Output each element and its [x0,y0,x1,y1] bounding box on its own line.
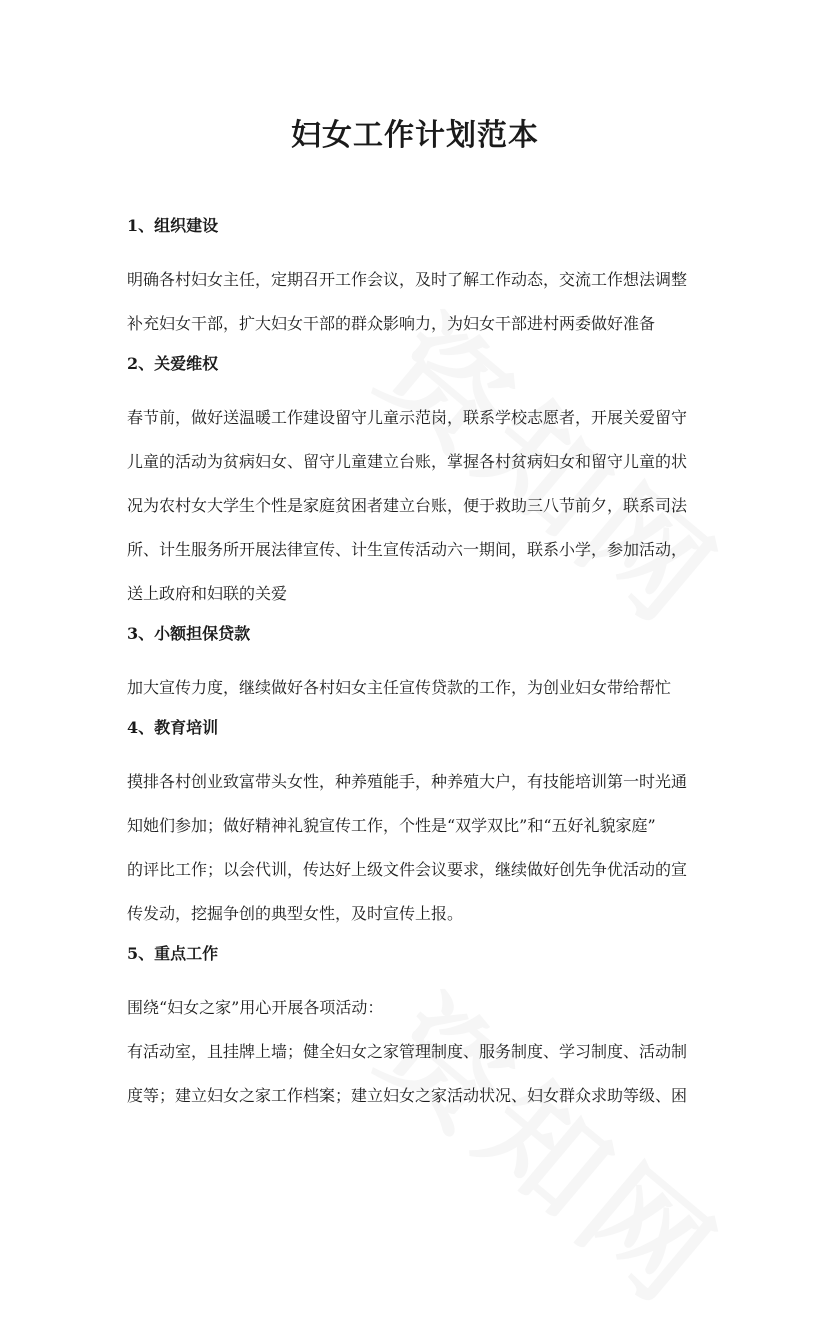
section-key-work [127,942,717,1118]
page-title: 妇女工作计划范本 [291,118,539,153]
section-organization [127,214,717,346]
section-heading: 1、组织建设 [127,216,219,235]
section-paragraph: 摸排各村创业致富带头女性，种养殖能手，种养殖大户，有技能培训第一时光通 知她们参加；做好精神礼貌宣传工作，个性是“双学双比”和“五好礼貌家庭” 的评比工作；以会代训，传达好上级文件会议要求，继续做好创先争优活动的宣 传发动，挖掘争创的典型女性，及时宣传上报。 [127,772,688,923]
section-paragraph: 围绕“妇女之家”用心开展各项活动： [127,998,384,1017]
section-care-rights [127,352,717,616]
section-heading: 3、小额担保贷款 [127,624,251,643]
section-microloan [127,622,717,710]
section-heading: 2、关爱维权 [127,354,219,373]
section-paragraph: 春节前，做好送温暖工作建设留守儿童示范岗，联系学校志愿者，开展关爱留守 儿童的活动为贫病妇女、留守儿童建立台账，掌握各村贫病妇女和留守儿童的状 况为农村女大学生个性是家庭贫困者建立台账，便于救助三八节前夕，联系司法 所、计生服务所开展法律宣传、计生宣传活动六一期间，联系小学，参加活动， 送上政府和妇联的关爱 [127,408,688,603]
section-heading: 4、教育培训 [127,718,219,737]
section-paragraph: 明确各村妇女主任，定期召开工作会议，及时了解工作动态，交流工作想法调整 补充妇女干部，扩大妇女干部的群众影响力，为妇女干部进村两委做好准备 [127,270,688,333]
section-paragraph: 加大宣传力度，继续做好各村妇女主任宣传贷款的工作，为创业妇女带给帮忙 [127,678,672,697]
document-body [127,214,717,1118]
section-paragraph: 有活动室，且挂牌上墙；健全妇女之家管理制度、服务制度、学习制度、活动制 度等；建立妇女之家工作档案；建立妇女之家活动状况、妇女群众求助等级、困 [127,1042,688,1105]
section-heading: 5、重点工作 [127,944,219,963]
section-education [127,716,717,936]
